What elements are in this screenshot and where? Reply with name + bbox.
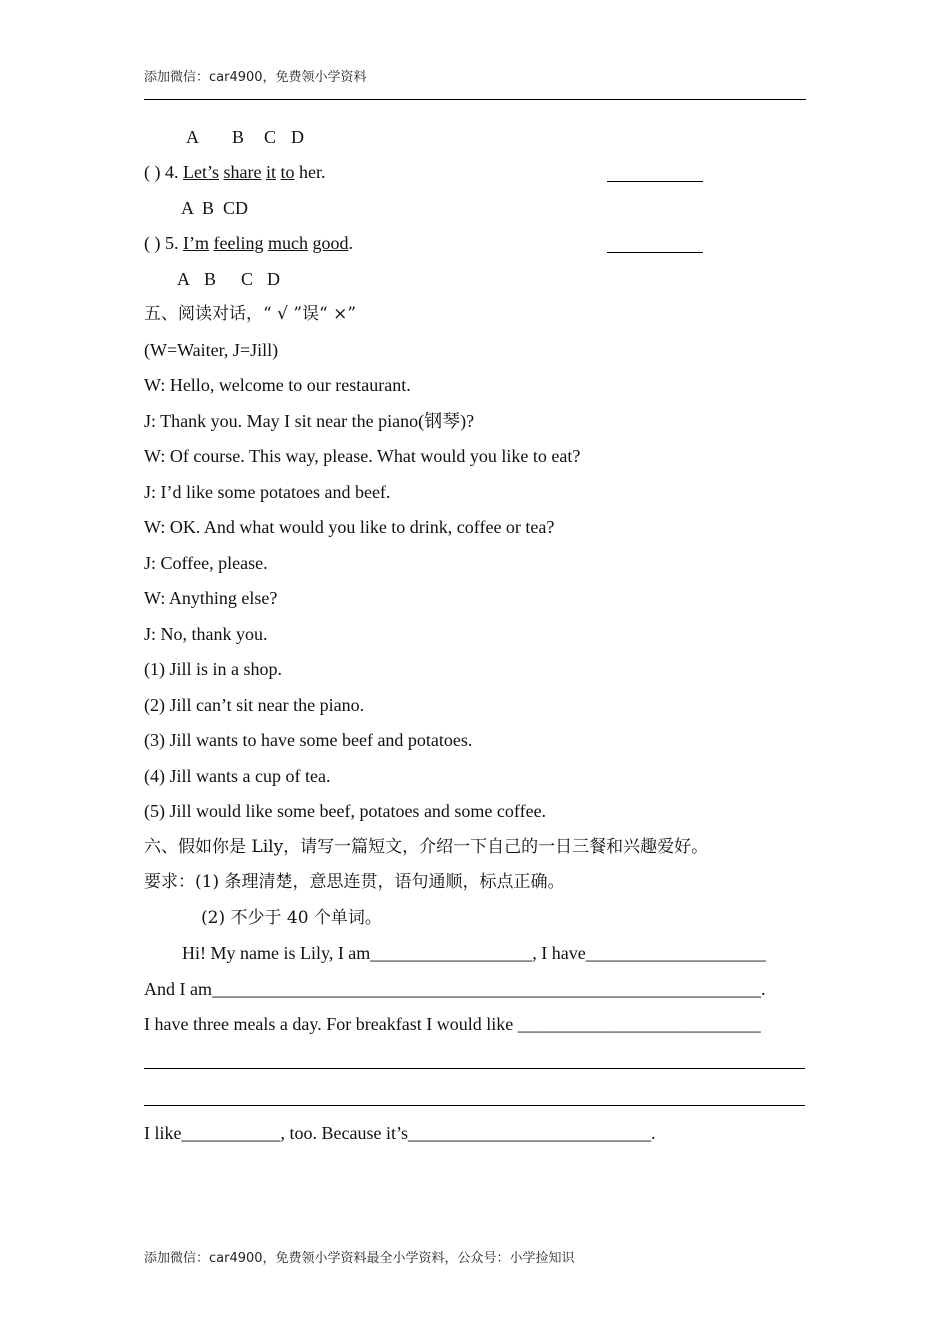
essay-line-1[interactable]: Hi! My name is Lily, I am__________________, I have____________________ <box>182 943 766 963</box>
q5-word-b: feeling <box>213 233 264 253</box>
dialogue-line: J: No, thank you. <box>144 624 268 644</box>
q4-word-d: to <box>280 162 295 182</box>
question-4 <box>144 161 326 183</box>
q5-word-c: much <box>267 233 308 253</box>
header-divider <box>144 99 806 100</box>
question-4-options: A B CD <box>181 198 249 218</box>
essay-blank-line[interactable] <box>144 1068 805 1069</box>
q5-rest: . <box>348 233 353 253</box>
dialogue-line: J: Coffee, please. <box>144 553 268 573</box>
statement-item: (5) Jill would like some beef, potatoes and some coffee. <box>144 801 547 821</box>
essay-line-2[interactable]: And I am_____________________________________________________________. <box>144 979 766 999</box>
option-c: C <box>264 127 277 147</box>
option-d: D <box>291 127 304 147</box>
option-c: C <box>241 269 254 289</box>
section-6-title: 六、假如你是 Lily，请写一篇短文，介绍一下自己的一日三餐和兴趣爱好。 <box>144 837 709 857</box>
option-d: D <box>267 269 280 289</box>
dialogue-roles: (W=Waiter, J=Jill) <box>144 340 279 360</box>
option-a: A <box>186 127 199 147</box>
question-4-answer-blank[interactable] <box>607 181 703 182</box>
question-5-answer-blank[interactable] <box>607 252 703 253</box>
dialogue-line: J: I’d like some potatoes and beef. <box>144 482 391 502</box>
statement-item: (2) Jill can’t sit near the piano. <box>144 695 365 715</box>
dialogue-line: W: OK. And what would you like to drink, coffee or tea? <box>144 517 555 537</box>
page-footer: 添加微信：car4900，免费领小学资料最全小学资料，公众号：小学捡知识 <box>144 1251 575 1266</box>
requirement-1: 要求：(1) 条理清楚，意思连贯，语句通顺，标点正确。 <box>144 872 565 892</box>
dialogue-line: J: Thank you. May I sit near the piano(钢琴)? <box>144 411 475 431</box>
question-4-prefix: ( ) 4. <box>144 162 179 182</box>
dialogue-line: W: Hello, welcome to our restaurant. <box>144 375 411 395</box>
requirement-2: (2) 不少于 40 个单词。 <box>201 908 382 928</box>
section-5-title: 五、阅读对话，“ √ ”误“ ×” <box>144 304 357 324</box>
q4-word-c: it <box>265 162 276 182</box>
option-a: A <box>177 269 190 289</box>
option-b: B <box>232 127 245 147</box>
q4-word-b: share <box>223 162 262 182</box>
q4-rest: her. <box>299 162 326 182</box>
essay-line-4[interactable]: I like___________, too. Because it’s___________________________. <box>144 1123 656 1143</box>
question-5-prefix: ( ) 5. <box>144 233 179 253</box>
dialogue-line: W: Anything else? <box>144 588 278 608</box>
dialogue-line: W: Of course. This way, please. What would you like to eat? <box>144 446 581 466</box>
statement-item: (3) Jill wants to have some beef and potatoes. <box>144 730 473 750</box>
statement-item: (1) Jill is in a shop. <box>144 659 282 679</box>
page-header: 添加微信：car4900，免费领小学资料 <box>144 70 367 85</box>
q5-word-a: I’m <box>183 233 209 253</box>
question-5 <box>144 232 353 254</box>
option-b: B <box>204 269 217 289</box>
essay-blank-line[interactable] <box>144 1105 805 1106</box>
statement-item: (4) Jill wants a cup of tea. <box>144 766 331 786</box>
q4-word-a: Let’s <box>183 162 219 182</box>
essay-line-3[interactable]: I have three meals a day. For breakfast I would like ___________________________ <box>144 1014 761 1034</box>
q5-word-d: good <box>312 233 349 253</box>
